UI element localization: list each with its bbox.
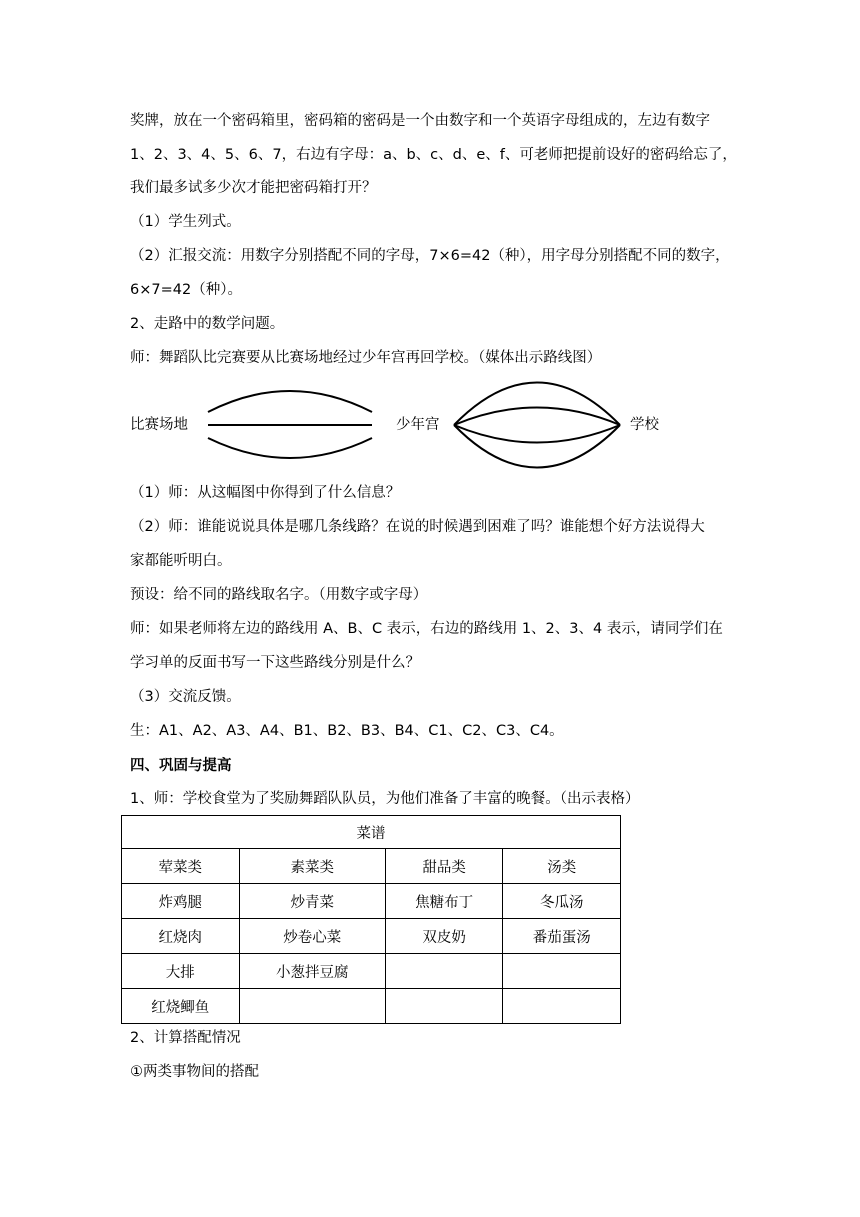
route-left-A — [208, 391, 372, 412]
paragraph-line: （1）学生列式。 — [130, 214, 241, 230]
paragraph-line: （2）师：谁能说说具体是哪几条线路？在说的时候遇到困难了吗？谁能想个好方法说得大 — [130, 519, 705, 535]
table-cell: 红烧鲫鱼 — [122, 989, 240, 1024]
route-right-1 — [454, 383, 620, 426]
paragraph-line: 预设：给不同的路线取名字。（用数字或字母） — [130, 587, 428, 603]
table-cell: 冬瓜汤 — [503, 884, 621, 919]
paragraph-line: （2）汇报交流：用数字分别搭配不同的字母，7×6=42（种），用字母分别搭配不同的数字， — [130, 248, 730, 264]
table-cell: 番茄蛋汤 — [503, 919, 621, 954]
table-cell: 大排 — [122, 954, 240, 989]
paragraph-line: ①两类事物间的搭配 — [130, 1064, 259, 1080]
paragraph-line: 2、计算搭配情况 — [130, 1030, 241, 1046]
table-row — [122, 989, 621, 1024]
section-heading: 四、巩固与提高 — [130, 758, 232, 774]
paragraph-line: 师：如果老师将左边的路线用 A、B、C 表示，右边的路线用 1、2、3、4 表示，请同学们在 — [130, 621, 723, 637]
table-header-row — [122, 849, 621, 884]
paragraph-line: 奖牌，放在一个密码箱里，密码箱的密码是一个由数字和一个英语字母组成的，左边有数字 — [130, 113, 710, 129]
table-cell: 炸鸡腿 — [122, 884, 240, 919]
table-header-cell: 荤菜类 — [122, 849, 240, 884]
paragraph-line: 学习单的反面书写一下这些路线分别是什么？ — [130, 655, 420, 671]
route-right-2 — [454, 408, 620, 426]
menu-table — [121, 815, 621, 1024]
table-header-cell: 汤类 — [503, 849, 621, 884]
table-row — [122, 884, 621, 919]
table-header-cell: 素菜类 — [239, 849, 385, 884]
route-left-C — [208, 438, 372, 458]
table-cell: 焦糖布丁 — [385, 884, 503, 919]
paragraph-line: 师：舞蹈队比完赛要从比赛场地经过少年宫再回学校。（媒体出示路线图） — [130, 350, 602, 366]
route-right-3 — [454, 425, 620, 443]
table-cell: 红烧肉 — [122, 919, 240, 954]
route-start-label: 比赛场地 — [130, 417, 188, 433]
table-cell — [385, 954, 503, 989]
table-cell — [503, 989, 621, 1024]
table-cell: 炒卷心菜 — [239, 919, 385, 954]
table-row — [122, 919, 621, 954]
paragraph-line: 家都能听明白。 — [130, 553, 232, 569]
table-header-cell: 甜品类 — [385, 849, 503, 884]
paragraph-line: 6×7=42（种）。 — [130, 282, 242, 298]
route-end-label: 学校 — [630, 417, 659, 433]
paragraph-line: （1）师：从这幅图中你得到了什么信息？ — [130, 485, 401, 501]
paragraph-line: 1、师：学校食堂为了奖励舞蹈队队员，为他们准备了丰富的晚餐。（出示表格） — [130, 791, 640, 807]
paragraph-line: 1、2、3、4、5、6、7，右边有字母：a、b、c、d、e、f、可老师把提前设好的密码给忘了， — [130, 147, 737, 163]
paragraph-line: 我们最多试多少次才能把密码箱打开？ — [130, 180, 377, 196]
route-right-4 — [454, 425, 620, 468]
menu-table-title: 菜谱 — [122, 816, 621, 849]
table-cell: 双皮奶 — [385, 919, 503, 954]
paragraph-line: 2、走路中的数学问题。 — [130, 316, 285, 332]
table-cell: 炒青菜 — [239, 884, 385, 919]
paragraph-line: 生：A1、A2、A3、A4、B1、B2、B3、B4、C1、C2、C3、C4。 — [130, 723, 564, 739]
paragraph-line: （3）交流反馈。 — [130, 689, 241, 705]
table-cell — [385, 989, 503, 1024]
table-cell: 小葱拌豆腐 — [239, 954, 385, 989]
table-cell — [503, 954, 621, 989]
table-cell — [239, 989, 385, 1024]
table-row — [122, 954, 621, 989]
route-middle-label: 少年宫 — [396, 417, 440, 433]
